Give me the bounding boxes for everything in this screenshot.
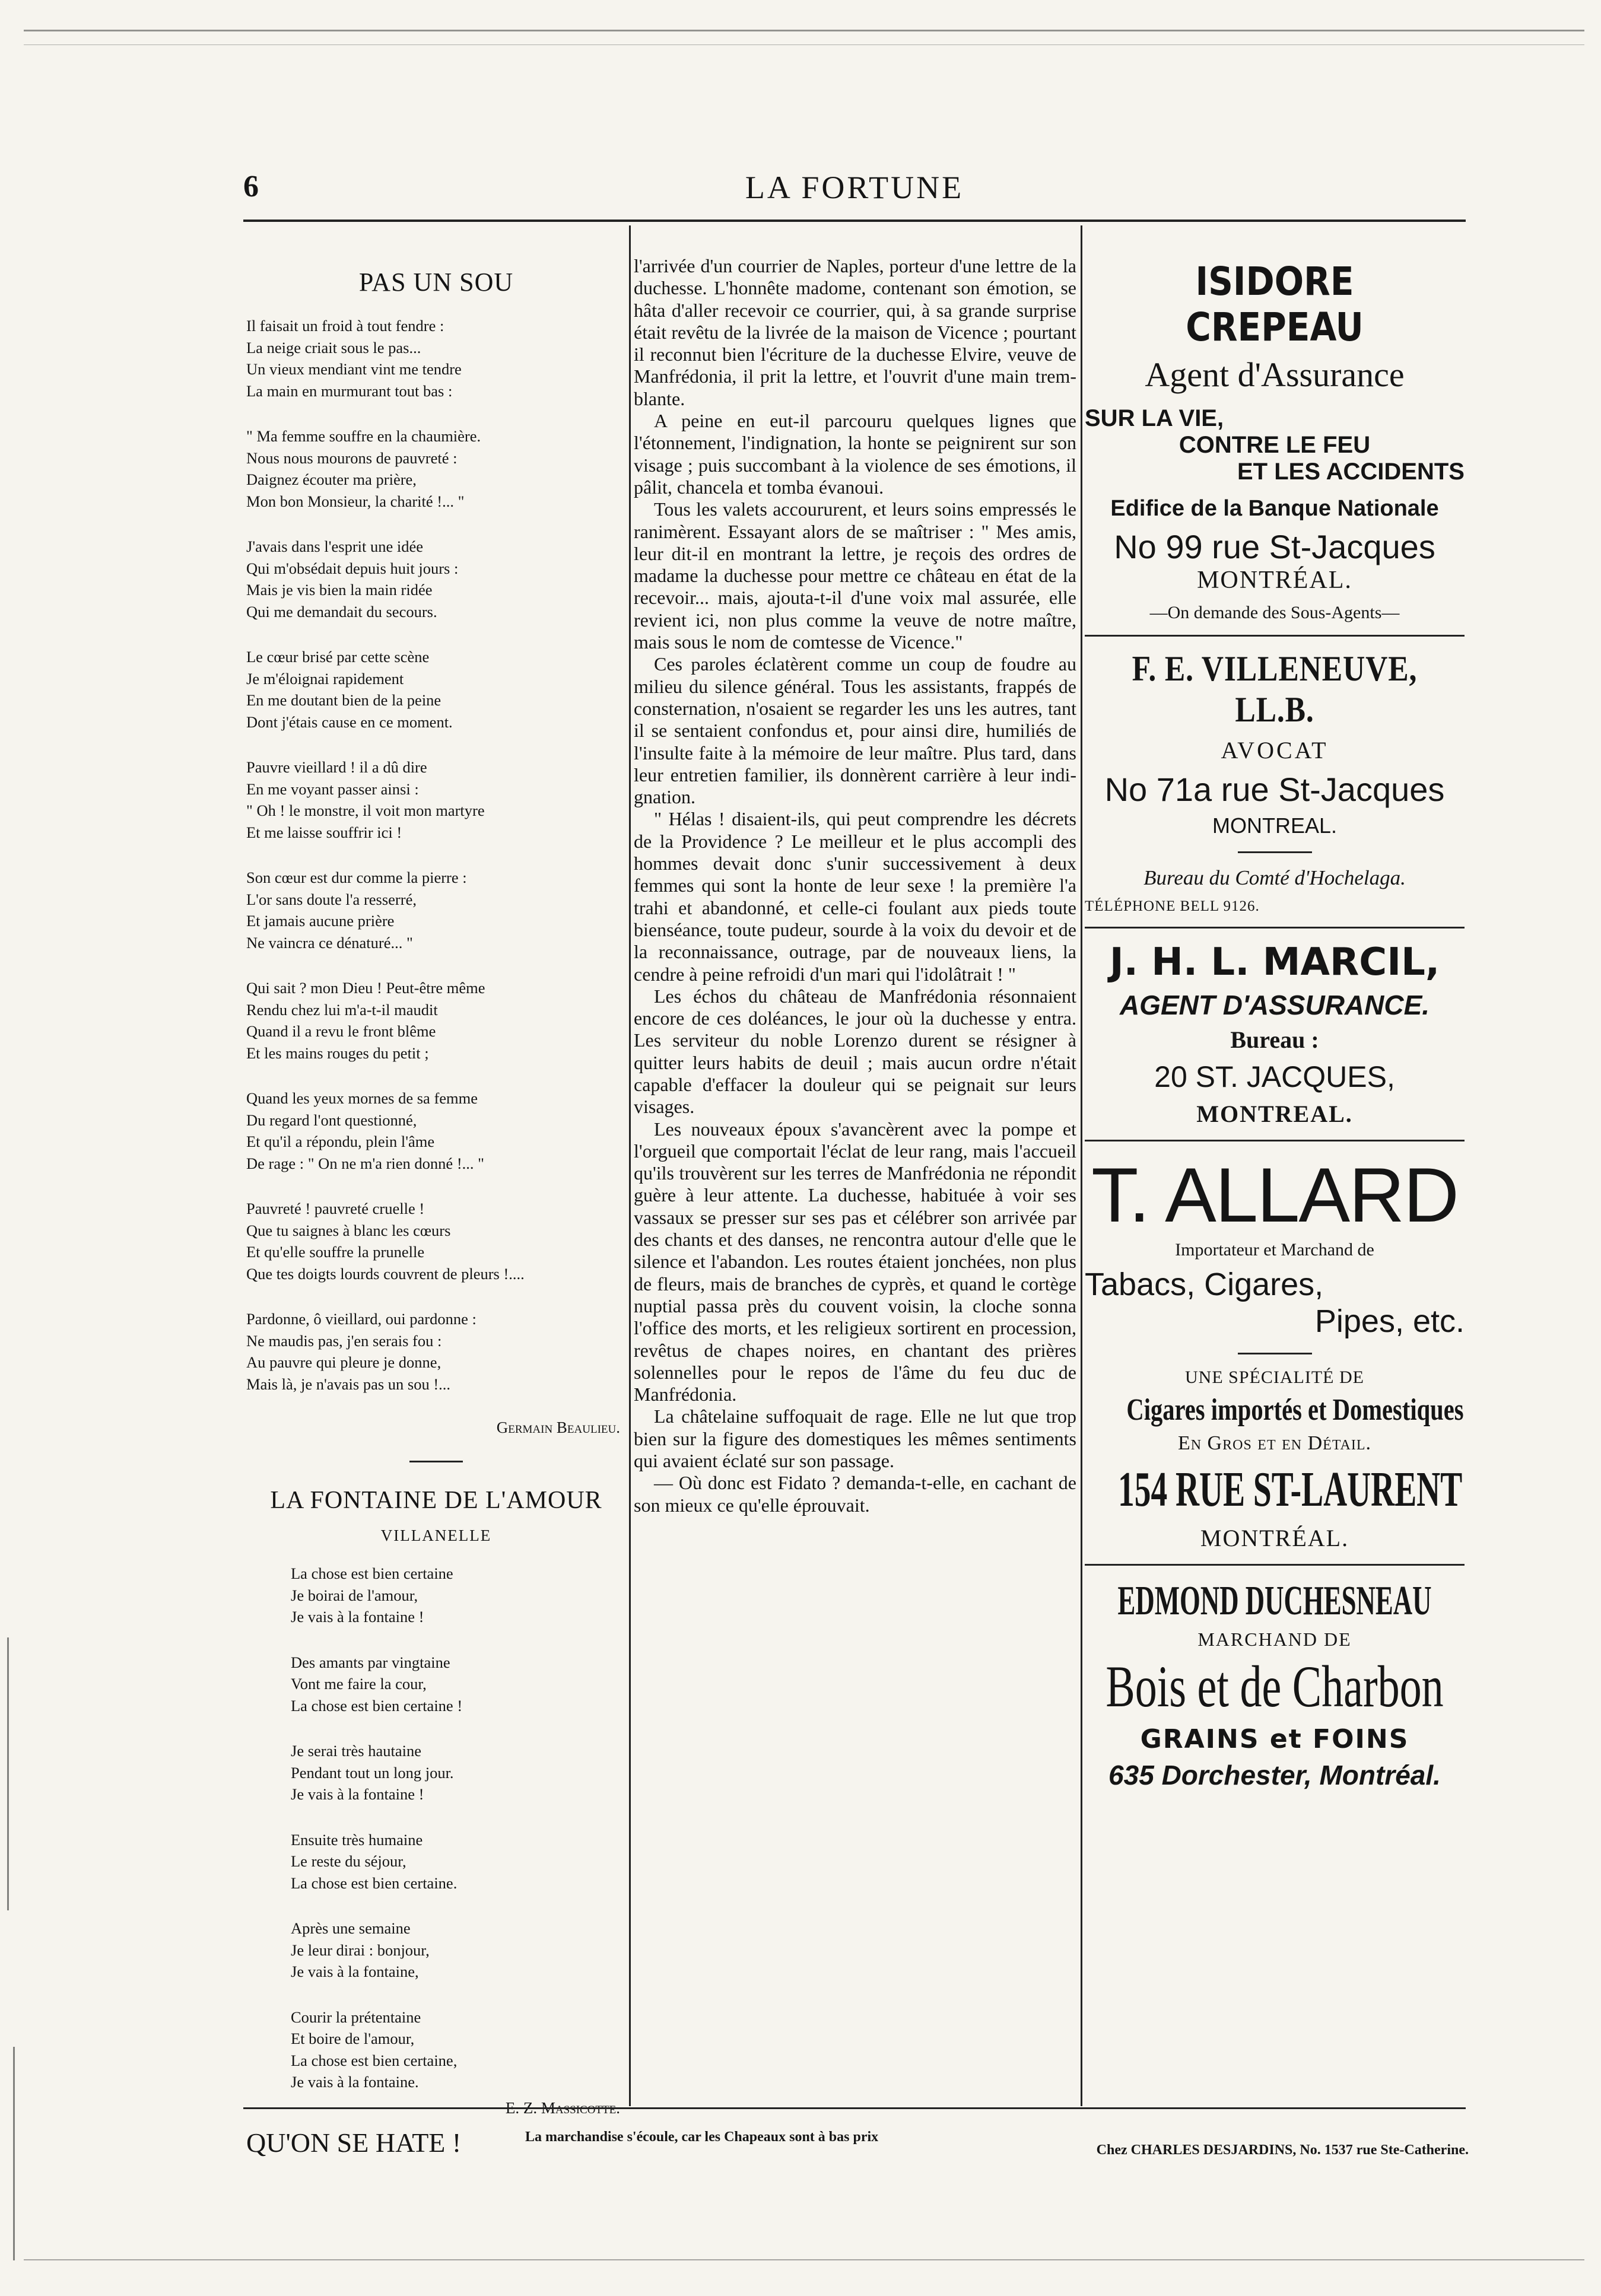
column-rule [629,225,631,2106]
ad-marcil [1085,940,1465,1128]
poem-line: Au pauvre qui pleure je donne, [246,1353,441,1371]
stanza [246,1829,626,1894]
ad-line: Pipes, etc. [1314,1303,1465,1339]
stanza [246,536,626,622]
top-border [24,30,1584,45]
poem-line: La chose est bien certaine, [291,2051,458,2069]
poem-line: En me voyant passer ainsi : [246,780,419,798]
poem-line: Et qu'elle souffre la prunelle [246,1243,425,1261]
stanza [246,756,626,843]
ad-name: J. H. L. MARCIL, [1109,940,1440,984]
margin-mark [13,2047,15,2260]
stanza [246,1198,626,1284]
column-rule [1081,225,1082,2106]
poem-title: PAS UN SOU [358,268,514,297]
poem-title: LA FONTAINE DE L'AMOUR [270,1487,602,1514]
poem-line: L'or sans doute l'a resserré, [246,890,417,908]
poem-body [246,315,626,1395]
ad-line: UNE SPÉCIALITÉ DE [1185,1368,1364,1387]
story-paragraph: Ces paroles éclatèrent comme un coup de foudre au milieu du silence général. Tous les assistants, frappés de consternation, n'osaient se regarder les uns les autres, tant il se sentaient confondus et, pour ainsi dire, humiliés de l'insulte faite à la mémoire de leur maître. Plus tard, dans leur entretien familier, ils donnèrent carrière à leur indignation. [634,653,1076,808]
header-rule [243,220,1466,222]
ad-divider [1085,1140,1465,1141]
poem-line: Un vieux mendiant vint me tendre [246,360,462,378]
story-paragraph: La châtelaine suffoquait de rage. Elle ne lut que trop bien sur la figure des domestiques les mêmes sentiments qui avaient éclaté sur son passage. [634,1405,1076,1472]
poems-column [246,261,626,2141]
ad-role: AGENT D'ASSURANCE. [1119,990,1430,1020]
poem-line: Et qu'il a répondu, plein l'âme [246,1133,435,1150]
stanza [246,2006,626,2093]
poem-line: Daignez écouter ma prière, [246,470,417,488]
poem-line: Pauvreté ! pauvreté cruelle ! [246,1200,425,1217]
poem-line: Son cœur est dur comme la pierre : [246,869,467,886]
poem-line: Nous nous mourons de pauvreté : [246,449,458,467]
stanza [246,425,626,512]
poem-author: E. Z. Massicotte. [505,2098,620,2117]
poem-line: La main en murmurant tout bas : [246,381,453,400]
ad-name: EDMOND DUCHESNEAU [1117,1578,1432,1624]
stanza [246,1563,626,1628]
poem-line: Je vais à la fontaine ! [291,1785,424,1803]
ad-line: ET LES ACCIDENTS [1237,459,1465,485]
ad-line: Cigares importés et Domestiques [1126,1393,1464,1427]
ad-address: 20 ST. JACQUES, [1154,1060,1395,1093]
ad-note: —On demande des Sous-Agents— [1149,603,1400,622]
bottom-border [24,2259,1584,2268]
poem-line: Je m'éloignai rapidement [246,669,404,688]
ad-line: SUR LA VIE, [1085,405,1224,431]
ad-phone: TÉLÉPHONE BELL 9126. [1085,898,1260,914]
stanza [246,646,626,733]
poem-subtitle: VILLANELLE [380,1527,492,1544]
ad-line: CONTRE LE FEU [1178,432,1371,458]
poem-line: Je leur dirai : bonjour, [291,1941,430,1959]
poem-line: Du regard l'ont questionné, [246,1111,417,1129]
ad-name: T. ALLARD [1091,1152,1458,1238]
poem-line: J'avais dans l'esprit une idée [246,538,424,555]
poem-line: Je vais à la fontaine. [291,2073,419,2091]
ad-address: No 71a rue St-Jacques [1104,771,1445,808]
page-header [243,169,1466,205]
poem-body [246,1563,626,2093]
story-paragraph: A peine en eut-il parcouru quelques lignes que l'étonnement, l'indignation, la honte se peignirent sur son visage ; puis succombant à la violence de ses émotions, il pâlit, chancela et tomba évanoui. [634,410,1076,498]
footer-ad [246,2127,1469,2163]
ads-column [1085,255,1465,1791]
footer-headline: QU'ON SE HATE ! [246,2128,462,2158]
footer-rule [243,2107,1466,2109]
poem-line: Pauvre vieillard ! il a dû dire [246,758,427,776]
poem-line: Que tes doigts lourds couvrent de pleurs !.... [246,1264,525,1283]
ad-villeneuve [1085,648,1465,915]
ad-name: F. E. VILLENEUVE, LL.B. [1132,649,1418,729]
poem-line: Il faisait un froid à tout fendre : [246,317,444,335]
poem-line: Et jamais aucune prière [246,912,395,930]
poem-line: Dont j'étais cause en ce moment. [246,713,453,731]
poem-line: La chose est bien certaine ! [291,1696,463,1715]
page-number: 6 [243,170,259,203]
masthead: LA FORTUNE [745,170,964,205]
poem-line: Mais je vis bien la main ridée [246,581,433,599]
ad-line: En Gros et en Détail. [1177,1432,1372,1454]
ad-role: Agent d'Assurance [1145,355,1405,394]
divider [1238,1353,1312,1354]
divider [409,1461,463,1462]
poem-line: La neige criait sous le pas... [246,338,421,357]
ad-address: 635 Dorchester, Montréal. [1108,1760,1441,1791]
poem-line: Je boirai de l'amour, [291,1586,418,1604]
poem-line: Qui sait ? mon Dieu ! Peut-être même [246,979,485,997]
poem-line: De rage : " On ne m'a rien donné !... " [246,1154,484,1172]
poem-line: Mon bon Monsieur, la charité !... " [246,492,465,510]
ad-role: AVOCAT [1221,737,1329,764]
poem-line: Des amants par vingtaine [291,1653,450,1671]
poem-line: Mais là, je n'avais pas un sou !... [246,1375,451,1393]
poem-line: Quand les yeux mornes de sa femme [246,1089,478,1107]
ad-address: No 99 rue St-Jacques [1114,528,1435,565]
poem-author: Germain Beaulieu. [496,1419,620,1436]
poem-line: La chose est bien certaine [291,1564,453,1582]
ad-role: Importateur et Marchand de [1175,1240,1374,1260]
poem-line: Je vais à la fontaine ! [291,1608,424,1626]
poem-line: Après une semaine [291,1919,411,1937]
ad-line: GRAINS et FOINS [1140,1724,1409,1754]
story-column [634,255,1076,1516]
poem-line: Je serai très hautaine [291,1742,421,1760]
ad-crepeau [1085,255,1465,623]
story-paragraph: — Où donc est Fidato ? demanda-t-elle, en cachant de son mieux ce qu'elle éprouvait. [634,1472,1076,1516]
poem-line: Et les mains rouges du petit ; [246,1044,429,1062]
stanza [246,1308,626,1395]
ad-role: MARCHAND DE [1197,1629,1352,1650]
ad-name: ISIDORE CREPEAU [1186,259,1364,350]
story-paragraph: l'arrivée d'un courrier de Naples, porteur d'une lettre de la duchesse. L'honnête madome, contenant son émotion, se hâta d'aller recevoir ce courrier, qui, à sa grande surprise était revêtu de la livrée de la maison de Vicence ; pourtant il reconnut bien l'écriture de la duchesse Elvire, veuve de Manfrédonia, il prit la lettre, et l'ouvrit d'une main tremblante. [634,255,1076,409]
stanza [246,315,626,402]
poem-line: Le cœur brisé par cette scène [246,648,430,666]
stanza [246,1652,626,1717]
poem-line: La chose est bien certaine. [291,1874,458,1892]
ad-line: Bureau du Comté d'Hochelaga. [1143,866,1406,889]
poem-line: Vont me faire la cour, [291,1675,427,1693]
poem-line: Et boire de l'amour, [291,2030,415,2047]
ad-duchesneau [1085,1578,1465,1791]
ad-allard [1085,1153,1465,1552]
poem-line: Courir la prétentaine [291,2008,421,2026]
ad-line: Bois et de Charbon [1106,1653,1444,1719]
poem-line: " Ma femme souffre en la chaumière. [246,427,481,445]
poem-line: " Oh ! le monstre, il voit mon martyre [246,802,485,819]
story-paragraph: Les échos du château de Manfrédonia résonnaient encore de ces doléances, le jour où la duchesse y entra. Les serviteur du noble Lorenzo durent se résigner à quitter leurs habits de deuil ; mais aucun ordre n'était capable d'effacer la douleur qui se peignait sur leurs visages. [634,985,1076,1118]
poem-line: Le reste du séjour, [291,1852,406,1870]
ad-city: MONTRÉAL. [1200,1525,1349,1551]
poem-line: Pardonne, ô vieillard, oui pardonne : [246,1310,477,1328]
poem-line: Que tu saignes à blanc les cœurs [246,1221,451,1239]
poem-line: En me doutant bien de la peine [246,691,441,709]
ad-divider [1085,927,1465,928]
poem-line: Et me laisse souffrir ici ! [246,823,402,841]
ad-city: MONTRÉAL. [1197,567,1352,594]
ad-address: 154 RUE ST-LAURENT [1118,1462,1463,1517]
stanza [246,1740,626,1805]
footer-text: La marchandise s'écoule, car les Chapeaux sont à bas prix [525,2129,879,2145]
stanza [246,977,626,1064]
story-paragraph: " Hélas ! disaient-ils, qui peut comprendre les décrets de la Providence ? Le meilleur et le plus accompli des hommes devait donc s'unir successivement à deux femmes qui sont la honte de leur sexe ! la première l'a trahi et abandonné, et celle-ci foulant aux pieds toute bienséance, toute pudeur, sourde à la voix du devoir et de la reconnaissance, outrage, par de nouveaux liens, la cendre à peine refroidi d'un mari qui l'idolâtrait ! " [634,808,1076,985]
footer-shop: Chez CHARLES DESJARDINS, No. 1537 rue Ste-Catherine. [1096,2142,1469,2158]
poem-line: Ensuite très humaine [291,1830,423,1849]
poem-line: Ne maudis pas, j'en serais fou : [246,1331,442,1350]
poem-line: Rendu chez lui m'a-t-il maudit [246,1000,438,1019]
ad-line: Tabacs, Cigares, [1085,1267,1324,1302]
ad-divider [1085,1564,1465,1566]
story-paragraph: Les nouveaux époux s'avancèrent avec la pompe et l'orgueil que comportait l'éclat de leur rang, mais l'accueil qu'ils trouvèrent sur les terres de Manfrédonia ne répondit guère à leur attente. La duchesse, habituée à voir ses vassaux se presser sur ses pas et célébrer son arrivée par des chants et des danses, ne rencontra autour d'elle que le silence et l'abandon. Les routes étaient jonchées, non plus de fleurs, mais de branches de cyprès, et quand le cortège nuptial passa près du couvent voisin, la cloche sonna l'office des morts, et les religieux sortirent en procession, revêtus de chapes noires, en chantant des prières solennelles pour le repos de l'âme du feu duc de Manfrédonia. [634,1118,1076,1405]
stanza [246,867,626,953]
poem-line: Qui me demandait du secours. [246,602,437,621]
ad-line: Bureau : [1230,1026,1319,1053]
story-paragraph: Tous les valets accoururent, et leurs soins empressés le ranimèrent. Essayant alors de se maîtriser : " Mes amis, leur dit-il en montrant la lettre, je reçois des ordres de madame la duchesse pour mettre ce château en état de la recevoir... mais, ajouta-t-il d'une voix mal assurée, elle revient ici, non plus comme la veuve de notre maître, mais sous le nom de comtesse de Vicence." [634,498,1076,653]
ad-city: MONTREAL. [1196,1101,1353,1127]
poem-line: Ne vaincra ce dénaturé... " [246,933,413,952]
poem-line: Qui m'obsédait depuis huit jours : [246,559,459,577]
poem-line: Pendant tout un long jour. [291,1763,454,1782]
poem-line: Quand il a revu le front blême [246,1022,436,1040]
poem-line: Je vais à la fontaine, [291,1963,419,1980]
margin-mark [7,1637,9,1910]
ad-line: Edifice de la Banque Nationale [1110,496,1439,521]
stanza [246,1087,626,1174]
stanza [246,1917,626,1983]
ad-city: MONTREAL. [1212,813,1338,838]
divider [1238,851,1312,853]
ad-divider [1085,635,1465,637]
